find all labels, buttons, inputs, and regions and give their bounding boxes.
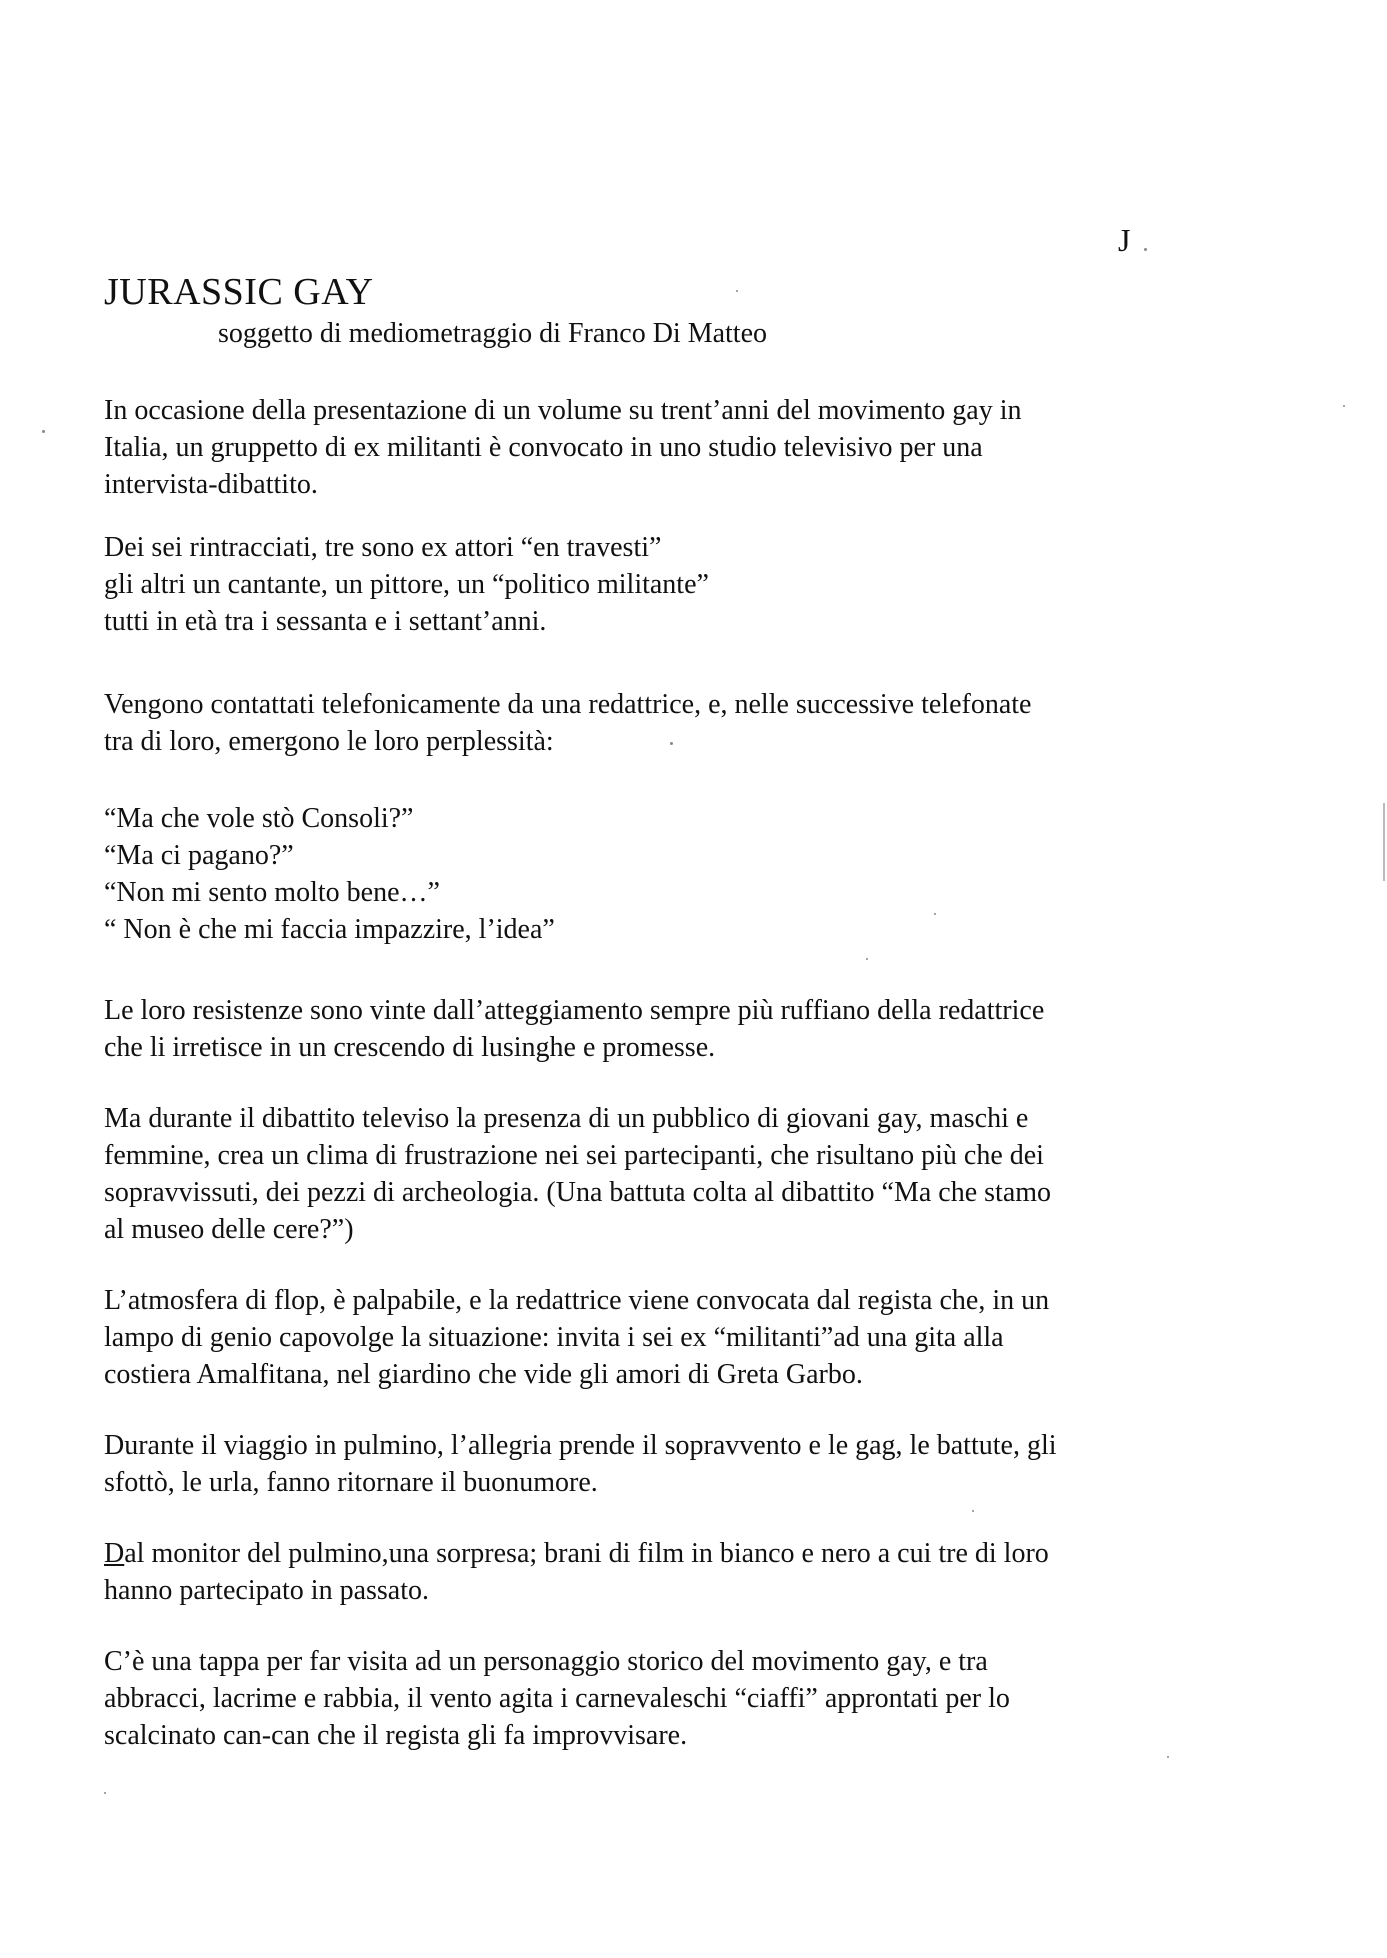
text-line: femmine, crea un clima di frustrazione nei sei partecipanti, che risultano più che dei <box>104 1140 1044 1171</box>
text-line: gli altri un cantante, un pittore, un “politico militante” <box>104 569 709 600</box>
text-line: C’è una tappa per far visita ad un personaggio storico del movimento gay, e tra <box>104 1646 988 1677</box>
text-line: Italia, un gruppetto di ex militanti è convocato in uno studio televisivo per una <box>104 432 983 463</box>
document-subtitle: soggetto di mediometraggio di Franco Di Matteo <box>218 318 768 349</box>
text-line: Le loro resistenze sono vinte dall’atteggiamento sempre più ruffiano della redattrice <box>104 995 1045 1026</box>
paragraph-2 <box>104 529 1234 640</box>
text-line: tra di loro, emergono le loro perplessità: <box>104 726 554 757</box>
text-line: L’atmosfera di flop, è palpabile, e la redattrice viene convocata dal regista che, in un <box>104 1285 1050 1316</box>
quote-line: “Non mi sento molto bene…” <box>104 877 440 908</box>
paragraph-9 <box>104 1535 1234 1609</box>
text-line: In occasione della presentazione di un volume su trent’anni del movimento gay in <box>104 395 1022 426</box>
text-line: intervista-dibattito. <box>104 469 318 500</box>
scan-speck <box>934 913 936 915</box>
text-line: tutti in età tra i sessanta e i settant’anni. <box>104 606 547 637</box>
quote-line: “Ma ci pagano?” <box>104 840 294 871</box>
scan-edge-artifact <box>1383 803 1385 881</box>
scan-speck <box>1144 248 1147 251</box>
paragraph-5 <box>104 992 1234 1066</box>
text-line: Dei sei rintracciati, tre sono ex attori “en travesti” <box>104 532 662 563</box>
paragraph-3 <box>104 686 1234 760</box>
document-title: JURASSIC GAY <box>104 271 374 313</box>
text-line: Ma durante il dibattito televiso la presenza di un pubblico di giovani gay, maschi e <box>104 1103 1029 1134</box>
text-line: Durante il viaggio in pulmino, l’allegria prende il sopravvento e le gag, le battute, gli <box>104 1430 1057 1461</box>
text-line: al museo delle cere?”) <box>104 1214 354 1245</box>
text-line: che li irretisce in un crescendo di lusinghe e promesse. <box>104 1032 716 1063</box>
paragraph-7 <box>104 1282 1234 1393</box>
quote-line: “Ma che vole stò Consoli?” <box>104 803 414 834</box>
text-line: sopravvissuti, dei pezzi di archeologia. (Una battuta colta al dibattito “Ma che stamo <box>104 1177 1052 1208</box>
text-line: costiera Amalfitana, nel giardino che vide gli amori di Greta Garbo. <box>104 1359 863 1390</box>
scan-speck <box>1167 1756 1169 1758</box>
text-line: Dal monitor del pulmino,una sorpresa; brani di film in bianco e nero a cui tre di loro <box>104 1538 1049 1569</box>
text-line: abbracci, lacrime e rabbia, il vento agita i carnevaleschi “ciaffi” approntati per lo <box>104 1683 1010 1714</box>
scan-speck <box>736 290 738 292</box>
text-line: scalcinato can-can che il regista gli fa improvvisare. <box>104 1720 688 1751</box>
paragraph-8 <box>104 1427 1234 1501</box>
corner-mark: J <box>1118 222 1131 258</box>
paragraph-6 <box>104 1100 1234 1248</box>
document-body <box>104 392 1234 1780</box>
quote-line: “ Non è che mi faccia impazzire, l’idea” <box>104 914 555 945</box>
scan-speck <box>42 430 45 433</box>
text-line: sfottò, le urla, fanno ritornare il buonumore. <box>104 1467 598 1498</box>
scan-speck <box>104 1792 106 1794</box>
scan-speck <box>972 1510 974 1512</box>
text-line: hanno partecipato in passato. <box>104 1575 430 1606</box>
text-line: lampo di genio capovolge la situazione: invita i sei ex “militanti”ad una gita alla <box>104 1322 1004 1353</box>
scan-speck <box>670 742 673 745</box>
paragraph-10 <box>104 1643 1234 1754</box>
paragraph-1 <box>104 392 1234 503</box>
paragraph-4-quotes <box>104 800 1234 948</box>
scan-speck <box>1343 405 1345 407</box>
scan-speck <box>866 958 868 960</box>
text-line: Vengono contattati telefonicamente da una redattrice, e, nelle successive telefonate <box>104 689 1032 720</box>
